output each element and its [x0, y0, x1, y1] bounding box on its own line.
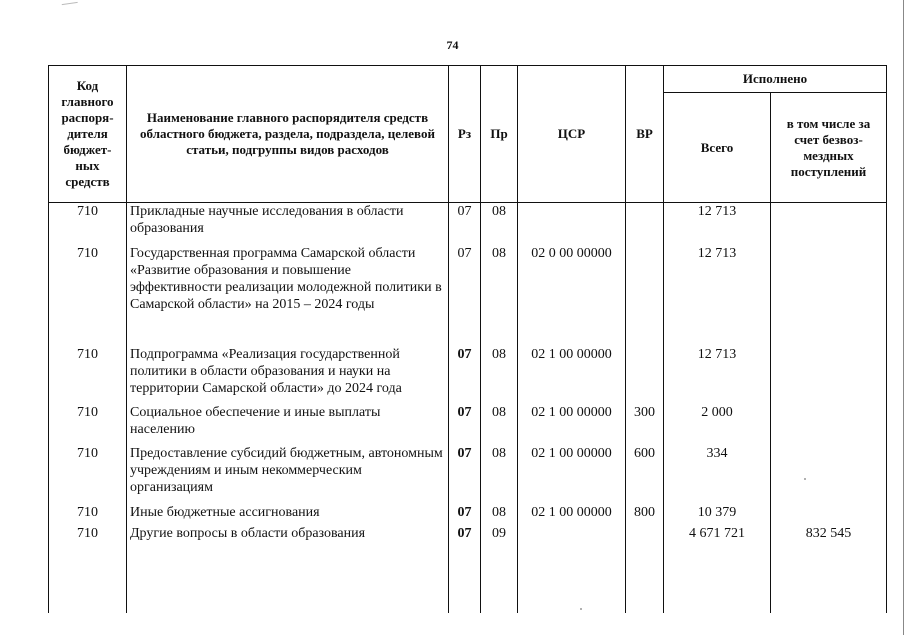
cell-rz: 07 [449, 402, 481, 443]
table-row [49, 402, 887, 443]
cell-gratuitous [771, 402, 887, 443]
cell-name: Подпрограмма «Реализация государственной политики в области образования и науки на территории Самарской области» до 2024 года [127, 344, 449, 402]
cell-vr: 600 [626, 443, 664, 502]
cell-rz: 07 [449, 502, 481, 523]
cell-code: 710 [49, 402, 127, 443]
page-number: 74 [446, 38, 459, 52]
header-name: Наименование главного распорядителя средств областного бюджета, раздела, подраздела, целевой статьи, подгруппы видов расходов [127, 66, 449, 203]
header-vr: ВР [626, 66, 664, 203]
cell-name: Прикладные научные исследования в области образования [127, 203, 449, 243]
header-gratuitous: в том числе за счет безвоз- мездных поступлений [771, 93, 887, 203]
cell-gratuitous [771, 243, 887, 344]
cell-code: 710 [49, 344, 127, 402]
cell-vr [626, 344, 664, 402]
cell-csr: 02 0 00 00000 [518, 243, 626, 344]
table-header [49, 66, 887, 203]
cell-csr: 02 1 00 00000 [518, 402, 626, 443]
cell-pr: 08 [481, 443, 518, 502]
cell-vr [626, 523, 664, 613]
header-pr: Пр [481, 66, 518, 203]
cell-total: 2 000 [664, 402, 771, 443]
cell-pr: 08 [481, 243, 518, 344]
cell-rz: 07 [449, 443, 481, 502]
cell-total: 12 713 [664, 243, 771, 344]
cell-gratuitous [771, 344, 887, 402]
cell-pr: 08 [481, 402, 518, 443]
cell-vr: 800 [626, 502, 664, 523]
table-row [49, 243, 887, 344]
cell-total: 12 713 [664, 344, 771, 402]
cell-gratuitous [771, 502, 887, 523]
table-row [49, 443, 887, 502]
cell-gratuitous [771, 443, 887, 502]
cell-code: 710 [49, 443, 127, 502]
cell-vr [626, 243, 664, 344]
header-code: Код главного распоря- дителя бюджет- ных средств [49, 66, 127, 203]
table-row [49, 502, 887, 523]
cell-rz: 07 [449, 344, 481, 402]
cell-pr: 08 [481, 344, 518, 402]
cell-rz: 07 [449, 203, 481, 243]
budget-table [48, 65, 887, 613]
cell-name: Социальное обеспечение и иные выплаты населению [127, 402, 449, 443]
cell-csr: 02 1 00 00000 [518, 443, 626, 502]
table-row [49, 344, 887, 402]
header-executed: Исполнено [664, 66, 887, 93]
cell-gratuitous [771, 203, 887, 243]
cell-total: 12 713 [664, 203, 771, 243]
table-body [49, 203, 887, 613]
table-row [49, 523, 887, 613]
cell-code: 710 [49, 523, 127, 613]
cell-pr: 08 [481, 203, 518, 243]
cell-pr: 09 [481, 523, 518, 613]
cell-csr [518, 203, 626, 243]
header-rz: Рз [449, 66, 481, 203]
header-csr: ЦСР [518, 66, 626, 203]
cell-rz: 07 [449, 523, 481, 613]
cell-csr: 02 1 00 00000 [518, 344, 626, 402]
cell-csr: 02 1 00 00000 [518, 502, 626, 523]
cell-total: 4 671 721 [664, 523, 771, 613]
cell-gratuitous: 832 545 [771, 523, 887, 613]
cell-vr [626, 203, 664, 243]
cell-name: Государственная программа Самарской области «Развитие образования и повышение эффективности реализации молодежной политики в Самарской области» на 2015 – 2024 годы [127, 243, 449, 344]
table-row [49, 203, 887, 243]
cell-code: 710 [49, 243, 127, 344]
cell-pr: 08 [481, 502, 518, 523]
scan-artifact [62, 2, 79, 9]
cell-name: Другие вопросы в области образования [127, 523, 449, 613]
cell-rz: 07 [449, 243, 481, 344]
cell-name: Предоставление субсидий бюджетным, автономным учреждениям и иным некоммерческим организациям [127, 443, 449, 502]
cell-total: 10 379 [664, 502, 771, 523]
cell-name: Иные бюджетные ассигнования [127, 502, 449, 523]
cell-total: 334 [664, 443, 771, 502]
page-edge-line [903, 0, 904, 635]
header-total: Всего [664, 93, 771, 203]
cell-code: 710 [49, 203, 127, 243]
cell-csr [518, 523, 626, 613]
cell-vr: 300 [626, 402, 664, 443]
cell-code: 710 [49, 502, 127, 523]
